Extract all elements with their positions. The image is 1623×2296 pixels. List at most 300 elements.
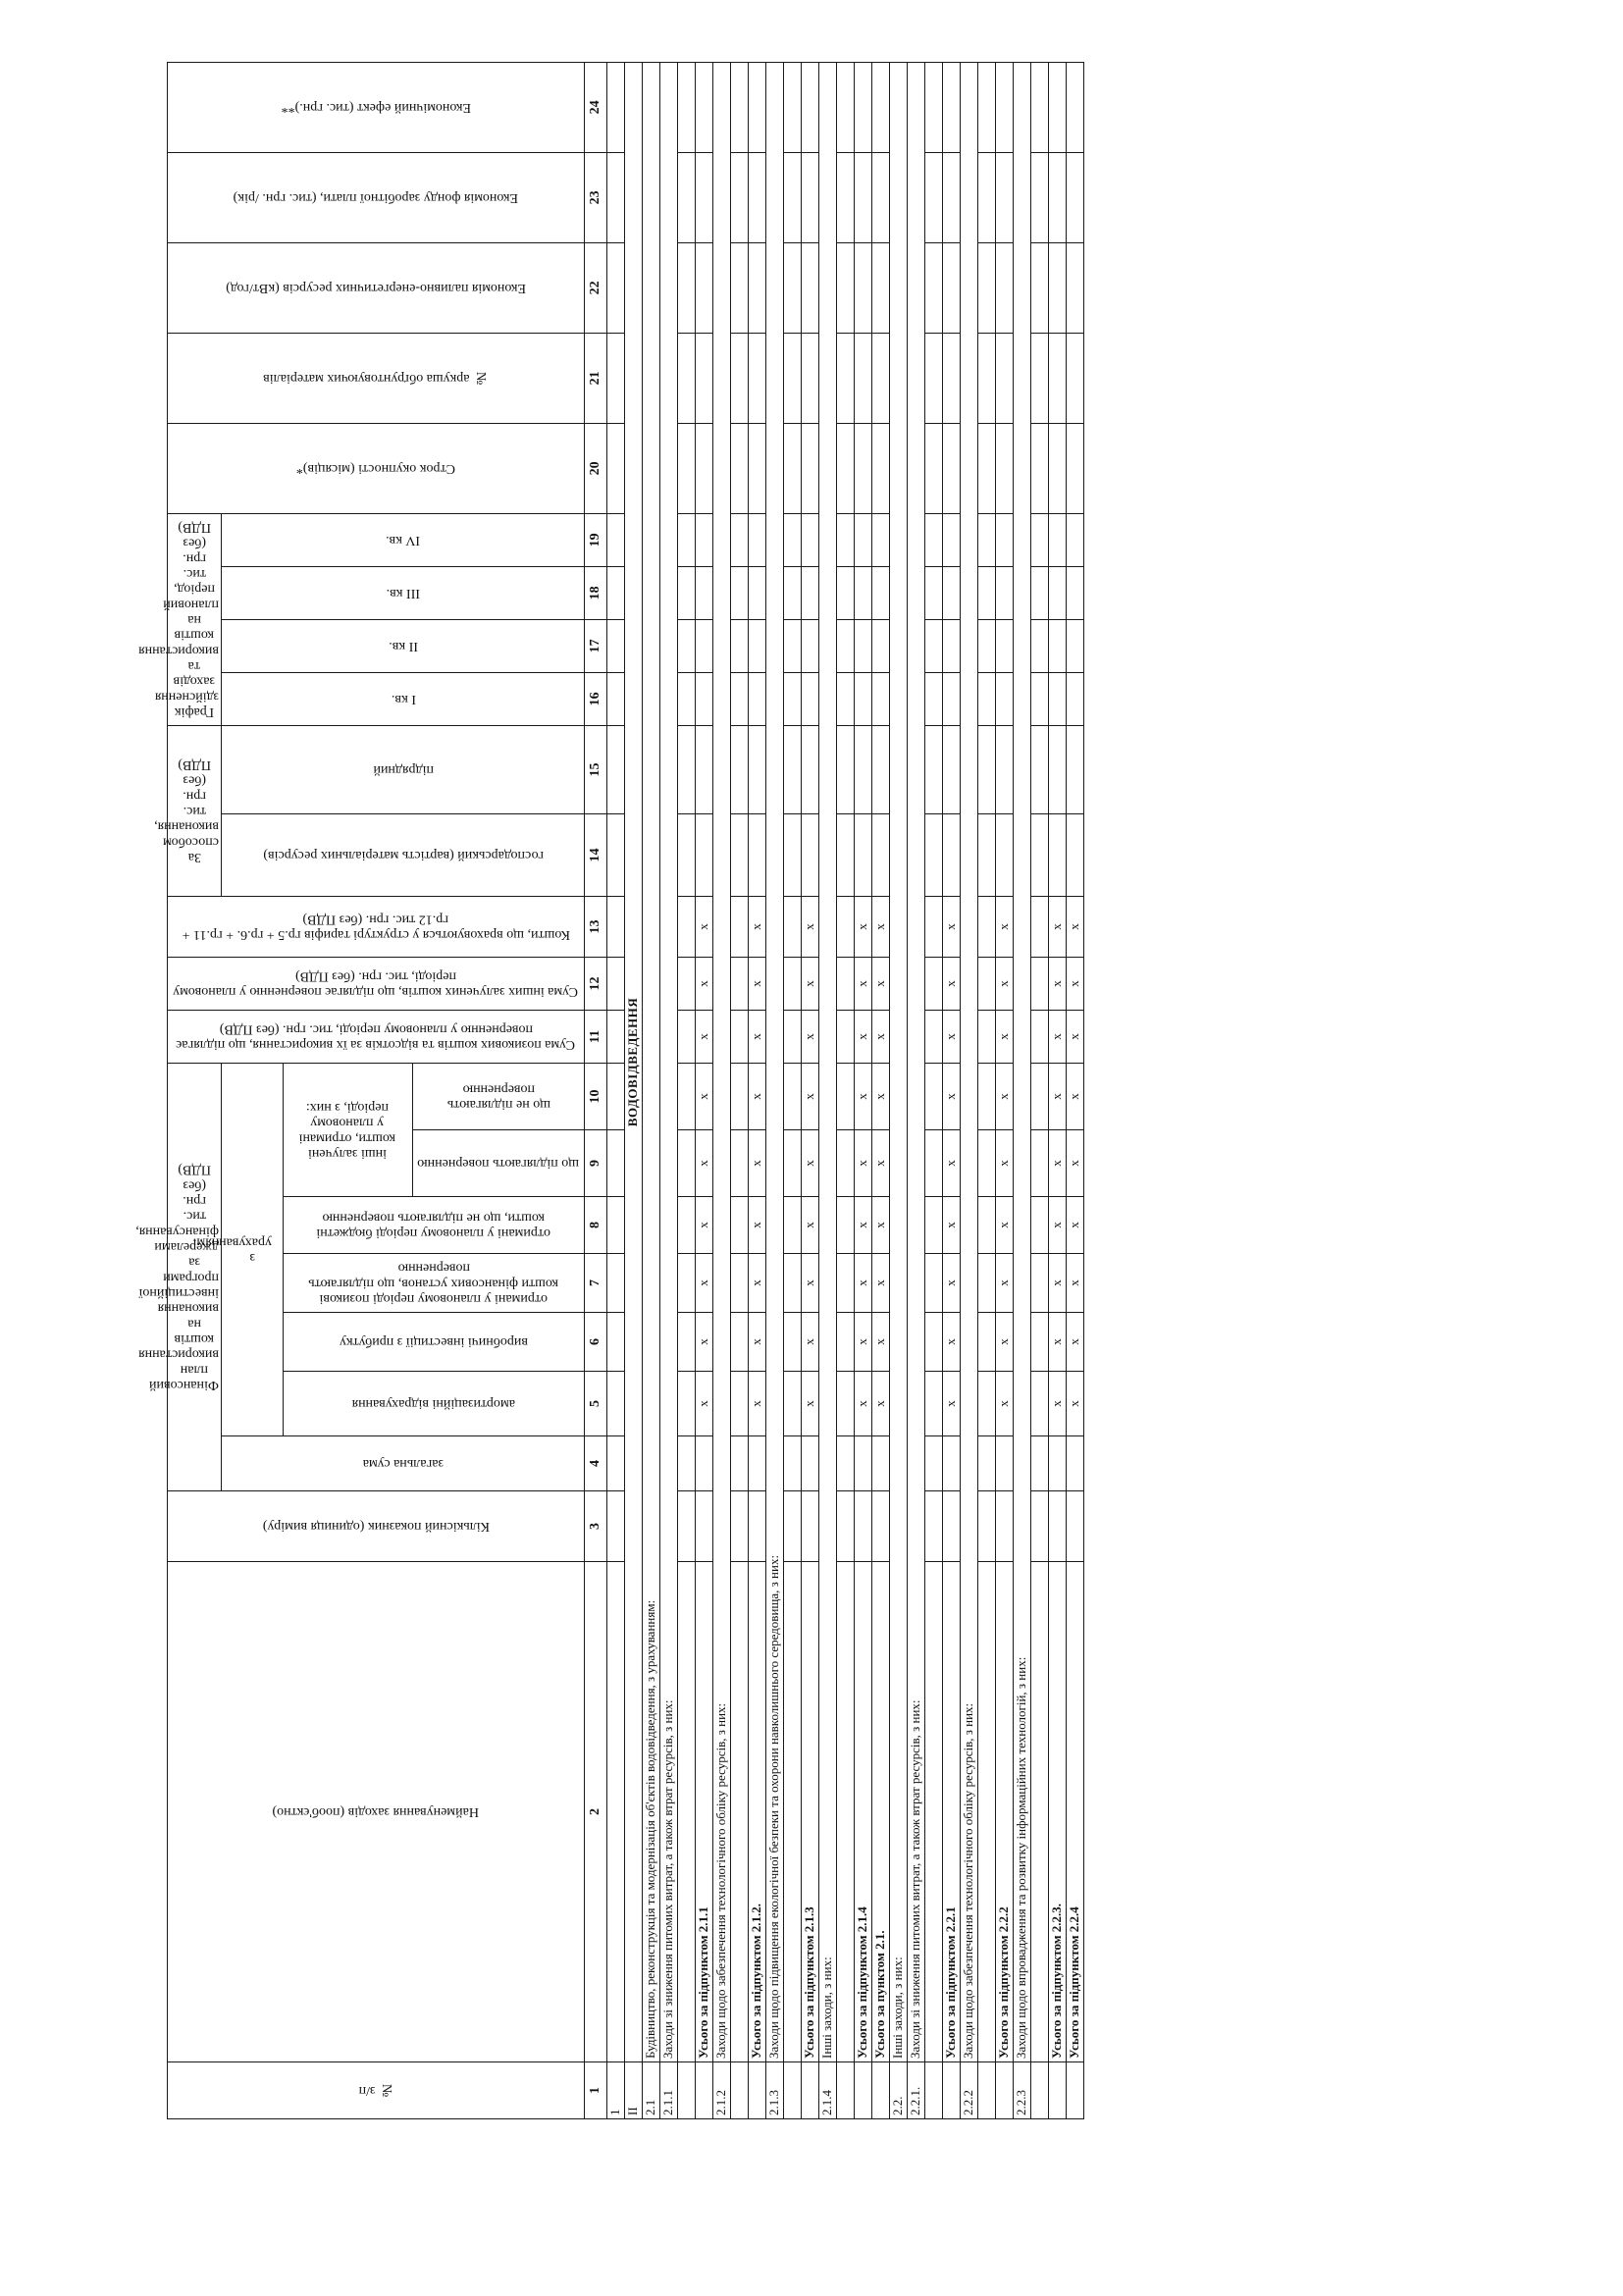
data-cell [1049,725,1067,813]
data-cell [855,242,872,333]
data-cell [1031,1130,1049,1197]
not-applicable-mark: х [855,1372,872,1436]
data-cell [925,242,943,333]
header-loan-sum: Сума позикових коштів та відсотків за їх використання, що підлягає поверненню у плановому періоді, тис. грн. (без ПДВ) [168,1010,585,1063]
not-applicable-mark: х [1067,896,1084,957]
column-number: 23 [585,152,607,242]
data-cell [749,62,766,152]
data-cell [943,566,961,619]
header-name: Найменування заходів (пооб'єктно) [168,1562,585,2062]
data-cell [784,566,802,619]
data-cell [872,62,890,152]
not-applicable-mark: х [996,896,1014,957]
not-applicable-mark: х [996,1197,1014,1254]
not-applicable-mark: х [872,1313,890,1372]
data-cell [872,672,890,725]
section-title: ВОДОВІДВЕДЕННЯ [625,62,643,2061]
data-cell [607,1063,625,1129]
not-applicable-mark: х [1067,1130,1084,1197]
not-applicable-mark: х [1067,1010,1084,1063]
data-cell [678,896,696,957]
not-applicable-mark: х [855,1313,872,1372]
header-not-return: що не підлягають поверненню [413,1063,585,1129]
data-cell [1031,619,1049,672]
not-applicable-mark: х [696,957,713,1010]
data-cell [731,242,749,333]
data-cell [1031,152,1049,242]
not-applicable-mark: х [996,957,1014,1010]
row-number: 2.1.2 [713,2062,731,2119]
data-cell [678,62,696,152]
not-applicable-mark: х [802,1130,819,1197]
not-applicable-mark: х [696,1010,713,1063]
data-cell [678,813,696,896]
data-cell [837,813,855,896]
row-number: 2.1 [643,2062,660,2119]
data-cell [802,566,819,619]
data-cell [978,333,996,423]
data-cell [696,672,713,725]
row-number [996,2062,1014,2119]
data-cell [978,896,996,957]
data-cell [837,152,855,242]
data-cell [925,423,943,513]
data-cell [678,1130,696,1197]
column-number: 24 [585,62,607,152]
data-cell [925,896,943,957]
data-cell [678,725,696,813]
row-number [943,2062,961,2119]
data-cell [1049,242,1067,333]
data-cell [978,619,996,672]
table-row [1031,62,1049,2118]
group-label: Заходи зі зниження питомих витрат, а також втрат ресурсів, з них: [908,62,925,2061]
column-number: 8 [585,1197,607,1254]
data-cell [1049,619,1067,672]
header-prod-invest: виробничі інвестиції з прибутку [283,1313,585,1372]
data-cell [855,566,872,619]
not-applicable-mark: х [1049,1313,1067,1372]
data-cell [784,1491,802,1562]
data-cell [978,957,996,1010]
data-cell [731,1436,749,1491]
data-cell [784,242,802,333]
data-cell [1067,1491,1084,1562]
data-cell [1067,566,1084,619]
data-cell [784,1063,802,1129]
data-cell [1031,62,1049,152]
table-row [607,62,625,2118]
row-number [872,2062,890,2119]
not-applicable-mark: х [872,957,890,1010]
data-cell [996,333,1014,423]
data-cell [925,1491,943,1562]
not-applicable-mark: х [855,1063,872,1129]
data-cell [837,1436,855,1491]
not-applicable-mark: х [943,1313,961,1372]
table-row [908,62,925,2118]
data-cell [855,333,872,423]
data-cell [1049,1436,1067,1491]
header-q4: IV кв. [222,513,585,566]
data-cell [837,1197,855,1254]
data-cell [996,619,1014,672]
not-applicable-mark: х [943,1010,961,1063]
data-cell [678,242,696,333]
column-number: 1 [585,2062,607,2119]
data-cell [678,333,696,423]
data-cell [749,242,766,333]
data-cell [802,423,819,513]
data-cell [607,333,625,423]
data-cell [1031,1313,1049,1372]
subtotal-label: Усього за підпунктом 2.2.1 [943,1562,961,2062]
data-cell [731,566,749,619]
subtotal-label: Усього за підпунктом 2.2.4 [1067,1562,1084,2062]
not-applicable-mark: х [749,1010,766,1063]
not-applicable-mark: х [1049,1254,1067,1313]
data-cell [925,1130,943,1197]
group-label: Заходи щодо впровадження та розвитку інформаційних технологій, з них: [1014,62,1031,2061]
data-cell [784,423,802,513]
data-cell [925,1372,943,1436]
data-cell [607,1254,625,1313]
data-cell [925,1313,943,1372]
data-cell [784,333,802,423]
data-cell [731,513,749,566]
data-cell [1067,62,1084,152]
data-cell [943,152,961,242]
not-applicable-mark: х [872,896,890,957]
data-cell [872,813,890,896]
subtotal-label: Усього за підпунктом 2.2.3. [1049,1562,1067,2062]
data-cell [731,813,749,896]
data-cell [925,957,943,1010]
data-cell [925,1063,943,1129]
data-cell [925,152,943,242]
data-cell [978,1436,996,1491]
data-cell [855,619,872,672]
header-total: загальна сума [222,1436,585,1491]
column-number: 4 [585,1436,607,1491]
data-cell [1049,333,1067,423]
table-row [731,62,749,2118]
data-cell [978,1130,996,1197]
not-applicable-mark: х [749,957,766,1010]
data-cell [802,619,819,672]
table-row [784,62,802,2118]
data-cell [607,513,625,566]
data-cell [837,672,855,725]
header-other-attr: інші залучені кошти, отримані у плановому періоді, з них: [283,1063,413,1196]
data-cell [943,423,961,513]
data-cell [1031,423,1049,513]
group-label: Заходи щодо підвищення екологічної безпеки та охорони навколишнього середовища, з них: [766,62,784,2061]
data-cell [731,423,749,513]
data-cell [837,423,855,513]
data-cell [925,62,943,152]
data-cell [1049,813,1067,896]
data-cell [996,62,1014,152]
item-name-cell [1031,1562,1049,2062]
table-row [749,62,766,2118]
data-cell [749,1491,766,1562]
column-number: 11 [585,1010,607,1063]
data-cell [872,566,890,619]
data-cell [996,242,1014,333]
data-cell [731,725,749,813]
data-cell [802,1436,819,1491]
data-cell [607,242,625,333]
row-number [749,2062,766,2119]
not-applicable-mark: х [872,1010,890,1063]
subtotal-label: Усього за пунктом 2.1. [872,1562,890,2062]
not-applicable-mark: х [1067,1063,1084,1129]
data-cell [978,566,996,619]
table-row [890,62,908,2118]
data-cell [1031,1372,1049,1436]
table-row [713,62,731,2118]
not-applicable-mark: х [749,896,766,957]
data-cell [749,566,766,619]
not-applicable-mark: х [802,1063,819,1129]
not-applicable-mark: х [1049,1130,1067,1197]
data-cell [855,513,872,566]
column-number: 9 [585,1130,607,1197]
row-number [802,2062,819,2119]
table-row [978,62,996,2118]
table-row [925,62,943,2118]
row-number [1049,2062,1067,2119]
data-cell [678,1491,696,1562]
item-name-cell [607,1562,625,2062]
data-cell [678,1254,696,1313]
not-applicable-mark: х [872,1254,890,1313]
data-cell [749,423,766,513]
not-applicable-mark: х [996,1010,1014,1063]
table-row [643,62,660,2118]
data-cell [837,1130,855,1197]
data-cell [784,896,802,957]
data-cell [784,1197,802,1254]
column-number: 13 [585,896,607,957]
not-applicable-mark: х [1049,957,1067,1010]
data-cell [678,152,696,242]
data-cell [925,672,943,725]
group-label: Заходи зі зниження питомих витрат, а також втрат ресурсів, з них: [660,62,678,2061]
group-label: Інші заходи, з них: [890,62,908,2061]
data-cell [943,62,961,152]
not-applicable-mark: х [996,1130,1014,1197]
table-row [855,62,872,2118]
not-applicable-mark: х [855,1254,872,1313]
data-cell [1067,725,1084,813]
not-applicable-mark: х [996,1254,1014,1313]
header-effect: Економічний ефект (тис. грн.)** [168,62,585,152]
row-number: 1 [607,2062,625,2119]
header-finplan: Фінансовий план використання коштів на виконання інвестиційної програми за джерелами фінансування, тис. грн. (без ПДВ) [168,1063,222,1490]
data-cell [1049,152,1067,242]
data-cell [872,513,890,566]
data-cell [996,513,1014,566]
data-cell [802,513,819,566]
data-cell [678,1010,696,1063]
data-cell [978,1063,996,1129]
column-number: 2 [585,1562,607,2062]
data-cell [925,1254,943,1313]
not-applicable-mark: х [1067,957,1084,1010]
data-cell [837,1491,855,1562]
data-cell [678,1372,696,1436]
data-cell [678,423,696,513]
subtotal-label: Усього за підпунктом 2.1.4 [855,1562,872,2062]
data-cell [1067,152,1084,242]
data-cell [784,1313,802,1372]
data-cell [607,423,625,513]
row-number: 2.2.2 [961,2062,978,2119]
data-cell [925,513,943,566]
data-cell [837,1063,855,1129]
not-applicable-mark: х [802,1254,819,1313]
data-cell [872,242,890,333]
data-cell [1067,619,1084,672]
data-cell [855,813,872,896]
data-cell [1031,1010,1049,1063]
data-cell [1031,242,1049,333]
data-cell [855,672,872,725]
not-applicable-mark: х [696,1313,713,1372]
data-cell [678,1197,696,1254]
header-schedule: Графік здійснення заходів та використання коштів на плановий період, тис. грн. (без ПДВ) [168,513,222,725]
row-number [978,2062,996,2119]
data-cell [696,333,713,423]
column-number: 22 [585,242,607,333]
data-cell [802,62,819,152]
data-cell [802,1491,819,1562]
data-cell [678,1436,696,1491]
data-cell [872,333,890,423]
data-cell [731,1010,749,1063]
data-cell [731,1313,749,1372]
table-row [696,62,713,2118]
item-name-cell [731,1562,749,2062]
data-cell [784,725,802,813]
not-applicable-mark: х [749,1130,766,1197]
data-cell [925,619,943,672]
not-applicable-mark: х [802,1313,819,1372]
not-applicable-mark: х [749,1254,766,1313]
data-cell [1031,566,1049,619]
data-cell [872,152,890,242]
data-cell [996,725,1014,813]
data-cell [749,1436,766,1491]
data-cell [925,813,943,896]
data-cell [1067,513,1084,566]
header-no: № з/п [168,2062,585,2119]
data-cell [837,1372,855,1436]
data-cell [1049,566,1067,619]
data-cell [1031,672,1049,725]
not-applicable-mark: х [696,1372,713,1436]
data-cell [784,1436,802,1491]
data-cell [784,1010,802,1063]
not-applicable-mark: х [943,957,961,1010]
data-cell [607,1491,625,1562]
data-cell [696,62,713,152]
data-cell [978,242,996,333]
data-cell [802,152,819,242]
data-cell [837,566,855,619]
column-number: 20 [585,423,607,513]
table-row [961,62,978,2118]
group-label: Заходи щодо забезпечення технологічного обліку ресурсів, з них: [961,62,978,2061]
subtotal-label: Усього за підпунктом 2.1.3 [802,1562,819,2062]
not-applicable-mark: х [872,1130,890,1197]
data-cell [978,672,996,725]
data-cell [996,1491,1014,1562]
header-economic: господарський (вартість матеріальних ресурсів) [222,813,585,896]
data-cell [749,333,766,423]
data-cell [943,513,961,566]
not-applicable-mark: х [872,1197,890,1254]
data-cell [1031,1063,1049,1129]
column-number: 21 [585,333,607,423]
data-cell [678,1063,696,1129]
data-cell [802,725,819,813]
data-cell [872,1436,890,1491]
data-cell [837,513,855,566]
not-applicable-mark: х [943,1254,961,1313]
table-row [943,62,961,2118]
column-number: 3 [585,1491,607,1562]
data-cell [855,725,872,813]
data-cell [784,813,802,896]
column-number: 18 [585,566,607,619]
item-name-cell [784,1562,802,2062]
header-fuel: Економія паливно-енергетичних ресурсів (кВт/год) [168,242,585,333]
header-sheet: № аркуша обґрунтовуючих матеріалів [168,333,585,423]
data-cell [855,1491,872,1562]
data-cell [872,725,890,813]
header-subj-return: що підлягають поверненню [413,1130,585,1197]
data-cell [837,62,855,152]
data-cell [943,619,961,672]
data-cell [607,62,625,152]
data-cell [678,672,696,725]
data-cell [696,1436,713,1491]
data-cell [802,672,819,725]
data-cell [1031,1491,1049,1562]
header-method: За способом виконання, тис. грн. (без ПДВ) [168,725,222,896]
not-applicable-mark: х [855,1197,872,1254]
not-applicable-mark: х [1049,1063,1067,1129]
not-applicable-mark: х [696,896,713,957]
data-cell [607,1130,625,1197]
column-number-row [585,62,607,2118]
row-number [784,2062,802,2119]
group-label: Будівництво, реконструкція та модернізація об'єктів водовідведення, з урахуванням: [643,62,660,2061]
not-applicable-mark: х [855,896,872,957]
data-cell [1067,813,1084,896]
data-cell [943,333,961,423]
data-cell [837,725,855,813]
not-applicable-mark: х [802,1197,819,1254]
data-cell [784,62,802,152]
data-cell [837,619,855,672]
column-number: 19 [585,513,607,566]
row-number [925,2062,943,2119]
data-cell [696,152,713,242]
